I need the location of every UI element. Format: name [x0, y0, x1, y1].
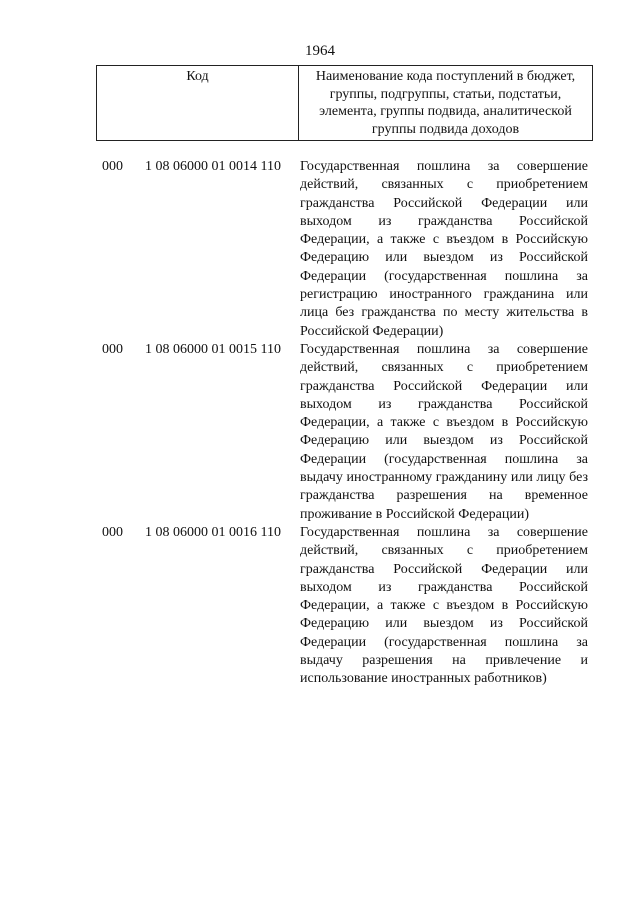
table-row — [0, 341, 640, 524]
row-budget-code: 1 08 06000 01 0016 110 — [145, 524, 281, 540]
row-description: Государственная пошлина за совершение действий, связанных с приобретением гражданства Российской Федерации или выходом из гражданства Российской Федерации, а также с въездом в Российскую Федерацию или выездом из Российской Федерации (государственная пошлина за регистрацию иностранного гражданина или лица без гражданства по месту жительства в Российской Федерации) — [300, 159, 588, 339]
table-header — [96, 65, 593, 141]
row-budget-code: 1 08 06000 01 0015 110 — [145, 341, 281, 357]
row-description: Государственная пошлина за совершение действий, связанных с приобретением гражданства Российской Федерации или выходом из гражданства Российской Федерации, а также с въездом в Российскую Федерацию или выездом из Российской Федерации (государственная пошлина за выдачу разрешения на привлечение и использование иностранных работников) — [300, 524, 588, 687]
table-row — [0, 158, 640, 341]
row-group-code: 000 — [102, 341, 123, 357]
page-number: 1964 — [305, 43, 335, 59]
row-description: Государственная пошлина за совершение действий, связанных с приобретением гражданства Российской Федерации или выходом из гражданства Российской Федерации, а также с въездом в Российскую Федерацию или выездом из Российской Федерации (государственная пошлина за выдачу иностранному гражданину или лицу без гражданства разрешения на временное проживание в Российской Федерации) — [300, 341, 588, 522]
header-code-column: Код — [97, 66, 299, 140]
row-group-code: 000 — [102, 159, 123, 174]
header-name-column: Наименование кода поступлений в бюджет, группы, подгруппы, статьи, подстатьи, элемента, группы подвида, аналитической группы подвида доходов — [315, 69, 576, 137]
row-budget-code: 1 08 06000 01 0014 110 — [145, 159, 281, 174]
row-group-code: 000 — [102, 524, 123, 540]
table-row — [0, 524, 640, 689]
table-body — [0, 158, 640, 689]
